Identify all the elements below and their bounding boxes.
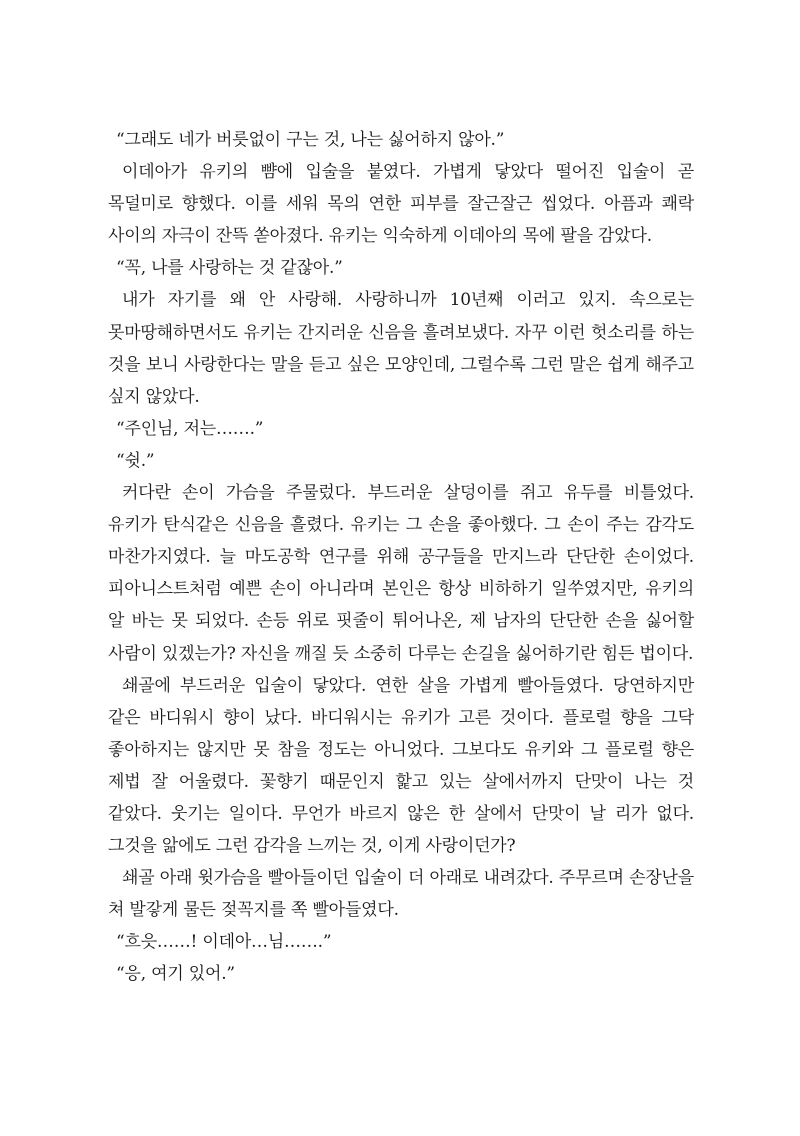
dialogue-line: “꼭, 나를 사랑하는 것 같잖아.” (116, 258, 343, 279)
narration-paragraph: 이데아가 유키의 뺨에 입술을 붙였다. 가볍게 닿았다 떨어진 입술이 곧 목덜미로 향했다. 이를 세워 목의 연한 피부를 잘근잘근 씹었다. 아픔과 쾌락 사이의 자극이 잔뜩 쏟아졌다. 유키는 익숙하게 이데아의 목에 팔을 감았다. (108, 162, 694, 247)
narration-paragraph: 쇄골 아래 윗가슴을 빨아들이던 입술이 더 아래로 내려갔다. 주무르며 손장난을 쳐 발갛게 물든 젖꼭지를 쪽 빨아들였다. (108, 868, 694, 921)
narration-paragraph: 쇄골에 부드러운 입술이 닿았다. 연한 살을 가볍게 빨아들였다. 당연하지만 같은 바디워시 향이 났다. 바디워시는 유키가 고른 것이다. 플로럴 향을 그닥 좋아하지는 않지만 못 참을 정도는 아니었다. 그보다도 유키와 그 플로럴 향은 제법 잘 어울렸다. 꽃향기 때문인지 핥고 있는 살에서까지 단맛이 나는 것 같았다. 웃기는 일이다. 무언가 바르지 않은 한 살에서 단맛이 날 리가 없다. 그것을 앎에도 그런 감각을 느끼는 것, 이게 사랑이던가? (108, 675, 694, 857)
narration-paragraph: 커다란 손이 가슴을 주물렀다. 부드러운 살덩이를 쥐고 유두를 비틀었다. 유키가 탄식같은 신음을 흘렸다. 유키는 그 손을 좋아했다. 그 손이 주는 감각도 마찬가지였다. 늘 마도공학 연구를 위해 공구들을 만지느라 단단한 손이었다. 피아니스트처럼 예쁜 손이 아니라며 본인은 항상 비하하기 일쑤였지만, 유키의 알 바는 못 되었다. 손등 위로 핏줄이 튀어나온, 제 남자의 단단한 손을 싫어할 사람이 있겠는가? 자신을 깨질 듯 소중히 다루는 손길을 싫어하기란 힘든 법이다. (108, 483, 694, 664)
dialogue-line: “쉿.” (116, 450, 155, 471)
dialogue-line: “주인님, 저는…….” (116, 418, 264, 439)
book-page (108, 124, 694, 991)
dialogue-line: “흐읏……! 이데아…님…….” (116, 932, 332, 953)
narration-paragraph: 내가 자기를 왜 안 사랑해. 사랑하니까 10년째 이러고 있지. 속으로는 못마땅해하면서도 유키는 간지러운 신음을 흘려보냈다. 자꾸 이런 헛소리를 하는 것을 보니 사랑한다는 말을 듣고 싶은 모양인데, 그럴수록 그런 말은 쉽게 해주고 싶지 않았다. (108, 290, 694, 407)
dialogue-line: “그래도 네가 버릇없이 구는 것, 나는 싫어하지 않아.” (116, 130, 505, 150)
dialogue-line: “응, 여기 있어.” (116, 964, 235, 985)
